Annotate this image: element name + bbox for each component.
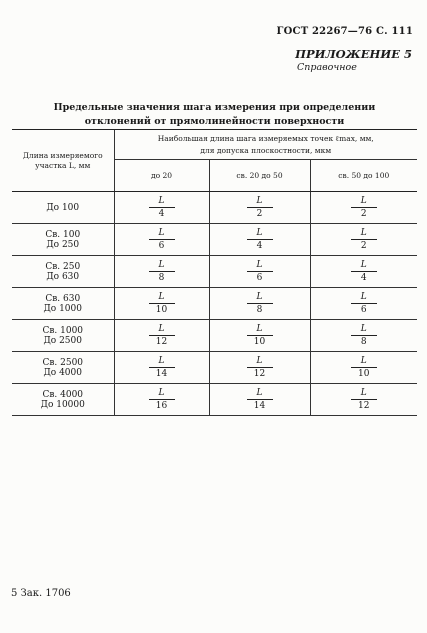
length-range-line: Св. 2500 [42, 357, 84, 368]
step-value-cell [114, 256, 209, 288]
table-row [12, 256, 417, 288]
step-value-cell [209, 384, 310, 416]
fraction-numerator: L [247, 388, 273, 400]
fraction-denominator: 4 [256, 241, 263, 251]
fraction [247, 356, 273, 379]
fraction [351, 388, 377, 411]
fraction [247, 228, 273, 251]
fraction-numerator: L [351, 196, 377, 208]
table-caption-line: Предельные значения шага измерения при определении [53, 102, 376, 113]
length-range-line: До 4000 [43, 367, 82, 378]
fraction-numerator: L [247, 292, 273, 304]
fraction-denominator: 6 [158, 241, 165, 251]
table-row [12, 192, 417, 224]
fraction-numerator: L [247, 356, 273, 368]
fraction-numerator: L [149, 356, 175, 368]
appendix-title: ПРИЛОЖЕНИЕ 5 [295, 47, 412, 61]
table-row [12, 384, 417, 416]
fraction-denominator: 16 [155, 401, 168, 411]
fraction [351, 228, 377, 251]
table-row [12, 352, 417, 384]
fraction-denominator: 4 [360, 273, 367, 283]
step-value-cell [310, 384, 417, 416]
length-range-cell [12, 320, 114, 352]
length-range-line: До 630 [46, 271, 80, 282]
fraction [149, 196, 175, 219]
length-range-line: До 2500 [43, 335, 82, 346]
fraction-numerator: L [351, 356, 377, 368]
length-range-cell [12, 224, 114, 256]
fraction [149, 292, 175, 315]
fraction-denominator: 12 [155, 337, 168, 347]
footer-text: 5 Зак. 1706 [11, 588, 71, 599]
fraction-numerator: L [149, 292, 175, 304]
length-range-line: До 250 [46, 239, 80, 250]
fraction-denominator: 14 [155, 369, 168, 379]
length-range-line: Св. 1000 [42, 325, 84, 336]
length-range-cell [12, 256, 114, 288]
fraction-numerator: L [247, 228, 273, 240]
length-range-line: Св. 4000 [42, 389, 84, 400]
step-limits-table [12, 129, 417, 416]
step-value-cell [310, 256, 417, 288]
fraction-denominator: 14 [253, 401, 266, 411]
length-range-cell [12, 384, 114, 416]
length-range-cell [12, 192, 114, 224]
header-line: для допуска плоскостности, мкм [200, 145, 332, 155]
fraction [149, 260, 175, 283]
fraction [149, 324, 175, 347]
step-value-cell [114, 192, 209, 224]
fraction-numerator: L [149, 196, 175, 208]
fraction-numerator: L [247, 324, 273, 336]
appendix-subtitle: Справочное [297, 62, 357, 73]
fraction [351, 196, 377, 219]
fraction [149, 356, 175, 379]
step-value-cell [310, 352, 417, 384]
step-value-cell [209, 320, 310, 352]
header-line: Длина измеряемого [22, 150, 103, 160]
fraction-denominator: 6 [360, 305, 367, 315]
fraction-denominator: 2 [360, 241, 367, 251]
fraction [351, 260, 377, 283]
tolerance-subheader: св. 50 до 100 [310, 160, 417, 192]
tolerance-subheader: до 20 [114, 160, 209, 192]
fraction [247, 260, 273, 283]
step-value-cell [209, 352, 310, 384]
table-row [12, 224, 417, 256]
fraction-numerator: L [351, 292, 377, 304]
length-range-line: Св. 100 [45, 229, 81, 240]
step-value-cell [310, 288, 417, 320]
doc-reference: ГОСТ 22267—76 С. 111 [276, 26, 413, 37]
fraction-denominator: 8 [158, 273, 165, 283]
fraction-numerator: L [351, 324, 377, 336]
fraction-numerator: L [247, 260, 273, 272]
fraction-numerator: L [351, 228, 377, 240]
step-value-cell [310, 224, 417, 256]
fraction [247, 196, 273, 219]
step-value-cell [114, 288, 209, 320]
fraction-denominator: 2 [360, 209, 367, 219]
step-value-cell [114, 224, 209, 256]
fraction [351, 292, 377, 315]
fraction-denominator: 2 [256, 209, 263, 219]
step-value-cell [114, 384, 209, 416]
length-range-line: Св. 250 [45, 261, 81, 272]
fraction [351, 324, 377, 347]
fraction-numerator: L [149, 260, 175, 272]
length-range-line: До 100 [46, 202, 80, 213]
step-value-cell [310, 320, 417, 352]
fraction-denominator: 4 [158, 209, 165, 219]
fraction-numerator: L [149, 228, 175, 240]
fraction-denominator: 12 [358, 401, 370, 411]
fraction [247, 292, 273, 315]
length-range-line: Св. 630 [45, 293, 81, 304]
fraction-denominator: 10 [358, 369, 370, 379]
fraction-denominator: 12 [253, 369, 266, 379]
fraction-denominator: 6 [256, 273, 263, 283]
fraction-denominator: 10 [155, 305, 168, 315]
fraction [247, 388, 273, 411]
fraction-denominator: 8 [256, 305, 263, 315]
table-row [12, 320, 417, 352]
step-value-cell [114, 352, 209, 384]
header-line: Наибольшая длина шага измеряемых точек ℓmax, мм, [157, 133, 374, 143]
table-caption-line: отклонений от прямолинейности поверхности [84, 116, 345, 127]
tolerance-subheader: св. 20 до 50 [209, 160, 310, 192]
length-column-header [12, 130, 114, 192]
step-value-cell [310, 192, 417, 224]
length-range-cell [12, 352, 114, 384]
fraction-numerator: L [351, 388, 377, 400]
header-line: участка L, мм [35, 160, 91, 170]
table-body [12, 192, 417, 416]
step-value-cell [209, 256, 310, 288]
fraction-numerator: L [149, 388, 175, 400]
fraction [247, 324, 273, 347]
length-range-line: До 10000 [40, 399, 85, 410]
fraction-denominator: 10 [253, 337, 266, 347]
length-range-cell [12, 288, 114, 320]
fraction-numerator: L [149, 324, 175, 336]
fraction-numerator: L [247, 196, 273, 208]
step-length-header [114, 130, 417, 160]
fraction [351, 356, 377, 379]
fraction-numerator: L [351, 260, 377, 272]
table-row [12, 288, 417, 320]
step-value-cell [209, 224, 310, 256]
fraction-denominator: 8 [360, 337, 367, 347]
fraction [149, 388, 175, 411]
fraction [149, 228, 175, 251]
length-range-line: До 1000 [43, 303, 82, 314]
step-value-cell [209, 192, 310, 224]
step-value-cell [114, 320, 209, 352]
step-value-cell [209, 288, 310, 320]
table-caption [12, 101, 417, 129]
